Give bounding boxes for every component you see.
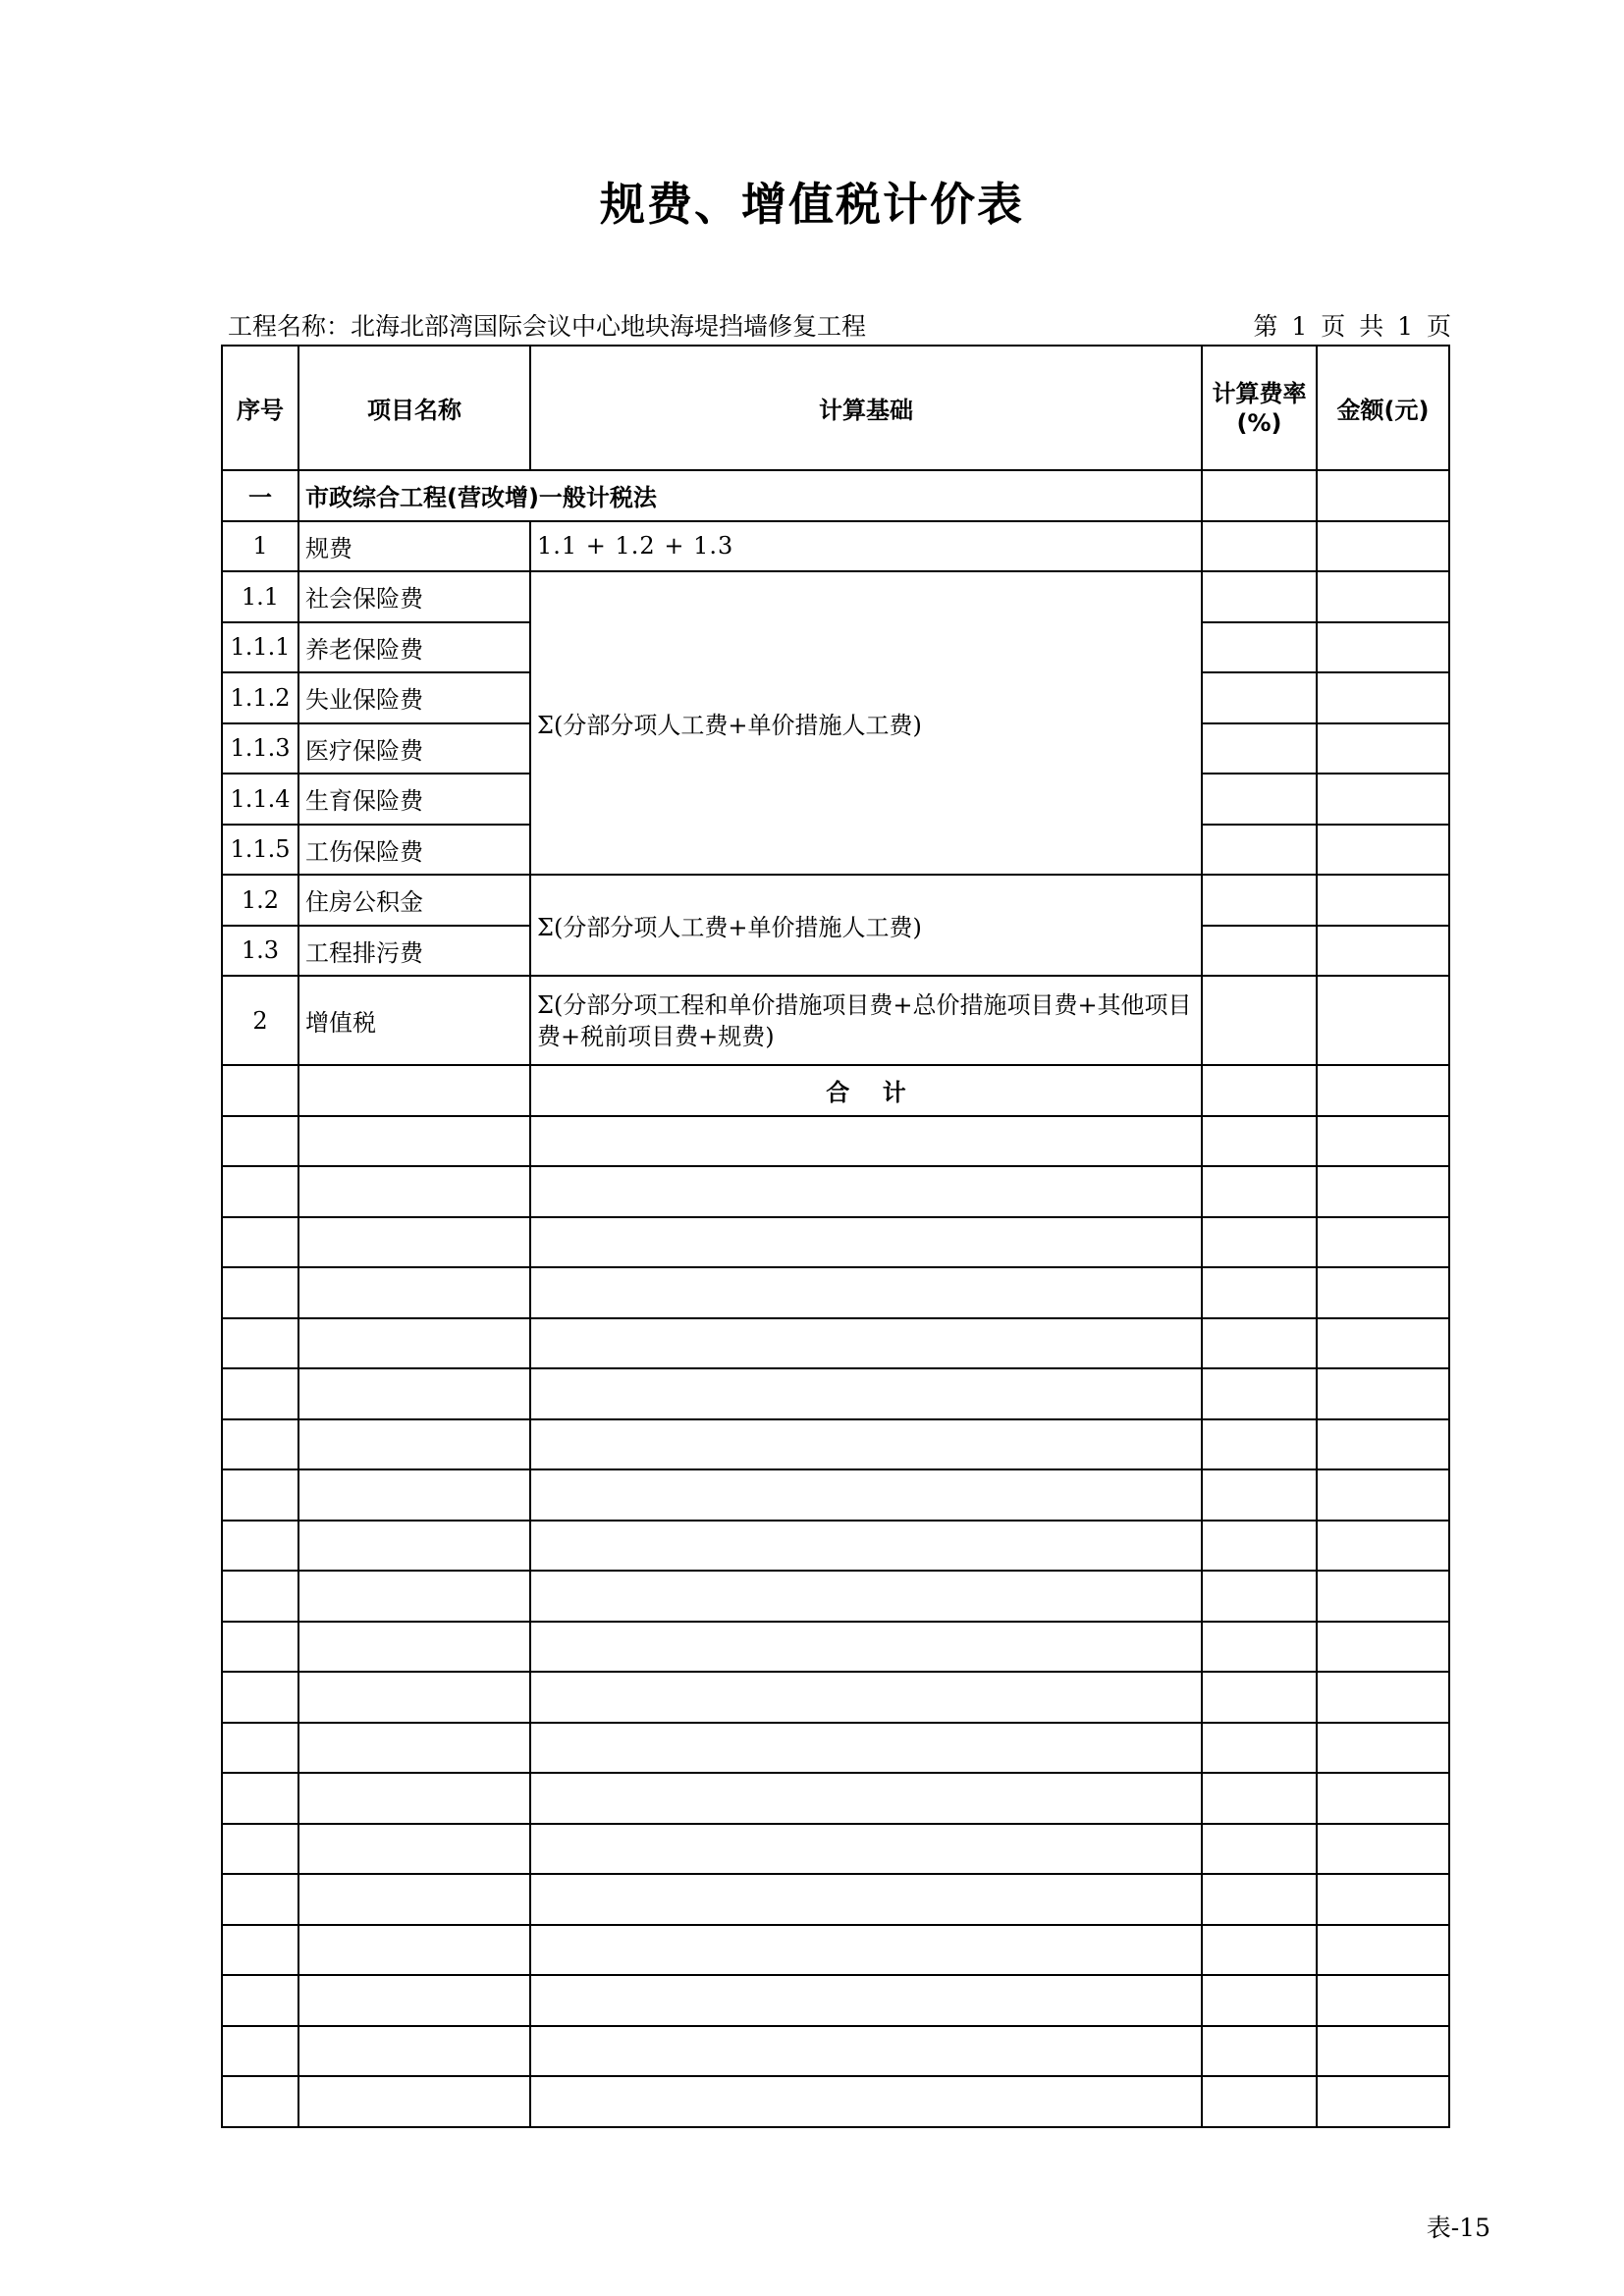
- cell-empty: [1202, 1166, 1317, 1217]
- empty-row: [222, 1824, 1449, 1875]
- cell-empty: [1317, 1723, 1449, 1774]
- cell-empty: [298, 1824, 530, 1875]
- cell-empty: [1317, 1419, 1449, 1470]
- cell-rate: [1202, 875, 1317, 926]
- cell-empty: [530, 2026, 1202, 2077]
- row-basis: 1.1 + 1.2 + 1.3: [530, 521, 1202, 572]
- cell-empty: [1317, 1622, 1449, 1673]
- row-basis: Σ(分部分项工程和单价措施项目费+总价措施项目费+其他项目费+税前项目费+规费): [530, 976, 1202, 1065]
- cell-amount: [1317, 926, 1449, 977]
- cell-empty: [222, 1116, 298, 1167]
- cell-empty: [222, 1824, 298, 1875]
- cell-empty: [1202, 1217, 1317, 1268]
- cell-empty: [298, 1469, 530, 1521]
- header-seq: 序号: [222, 346, 298, 470]
- section-seq: 一: [222, 470, 298, 521]
- cell-empty: [298, 1622, 530, 1673]
- cell-empty: [530, 1116, 1202, 1167]
- cell-empty: [530, 1469, 1202, 1521]
- cell-amount: [1317, 1065, 1449, 1116]
- row-seq: 2: [222, 976, 298, 1065]
- cell-empty: [1317, 1824, 1449, 1875]
- row-seq: 1: [222, 521, 298, 572]
- empty-row: [222, 1217, 1449, 1268]
- empty-row: [222, 1469, 1449, 1521]
- empty-row: [222, 1723, 1449, 1774]
- cell-empty: [298, 1368, 530, 1419]
- cell-empty: [530, 1267, 1202, 1318]
- cell-empty: [530, 1975, 1202, 2026]
- cell-empty: [1202, 1267, 1317, 1318]
- empty-row: [222, 1116, 1449, 1167]
- cell-empty: [530, 1318, 1202, 1369]
- cell-empty: [222, 2076, 298, 2127]
- cell-empty: [530, 1824, 1202, 1875]
- cell-empty: [530, 1672, 1202, 1723]
- empty-row: [222, 1672, 1449, 1723]
- cell-empty: [1202, 2076, 1317, 2127]
- cell-empty: [298, 1065, 530, 1116]
- cell-empty: [222, 1267, 298, 1318]
- cell-empty: [530, 1723, 1202, 1774]
- row-name: 规费: [298, 521, 530, 572]
- cell-empty: [1202, 1672, 1317, 1723]
- empty-row: [222, 1166, 1449, 1217]
- header-amount: 金额(元): [1317, 346, 1449, 470]
- cell-empty: [298, 1571, 530, 1622]
- cell-empty: [1317, 2026, 1449, 2077]
- cell-empty: [1202, 1874, 1317, 1925]
- cell-empty: [530, 1217, 1202, 1268]
- cell-empty: [530, 1773, 1202, 1824]
- row-seq: 1.3: [222, 926, 298, 977]
- cell-empty: [1202, 1469, 1317, 1521]
- empty-row: [222, 1571, 1449, 1622]
- cell-empty: [530, 1622, 1202, 1673]
- cell-rate: [1202, 926, 1317, 977]
- cell-rate: [1202, 723, 1317, 774]
- cell-empty: [530, 1368, 1202, 1419]
- cell-empty: [1317, 1672, 1449, 1723]
- row-seq: 1.1: [222, 571, 298, 622]
- row-seq: 1.2: [222, 875, 298, 926]
- row-name: 失业保险费: [298, 672, 530, 723]
- cell-empty: [222, 1975, 298, 2026]
- cell-empty: [1317, 1267, 1449, 1318]
- cell-empty: [298, 1723, 530, 1774]
- empty-row: [222, 1622, 1449, 1673]
- page-title: 规费、增值税计价表: [600, 178, 1024, 231]
- empty-row: [222, 2076, 1449, 2127]
- row-name: 养老保险费: [298, 622, 530, 673]
- row-seq: 1.1.3: [222, 723, 298, 774]
- cell-empty: [530, 1571, 1202, 1622]
- cell-empty: [298, 1318, 530, 1369]
- cell-empty: [1202, 1773, 1317, 1824]
- cell-empty: [530, 1925, 1202, 1976]
- empty-row: [222, 1874, 1449, 1925]
- cell-rate: [1202, 470, 1317, 521]
- cell-empty: [298, 1925, 530, 1976]
- cell-empty: [530, 1419, 1202, 1470]
- cell-rate: [1202, 622, 1317, 673]
- empty-row: [222, 1521, 1449, 1572]
- merged-basis-b: Σ(分部分项人工费+单价措施人工费): [530, 875, 1202, 976]
- cell-empty: [1317, 1469, 1449, 1521]
- cell-amount: [1317, 976, 1449, 1065]
- table-footer-label: 表-15: [1426, 2214, 1490, 2242]
- row-seq: 1.1.5: [222, 825, 298, 876]
- cell-empty: [298, 2076, 530, 2127]
- cell-empty: [222, 1318, 298, 1369]
- project-name: 工程名称：北海北部湾国际会议中心地块海堤挡墙修复工程: [228, 312, 867, 341]
- row-name: 住房公积金: [298, 875, 530, 926]
- cell-rate: [1202, 774, 1317, 825]
- cell-empty: [1317, 1773, 1449, 1824]
- page-info: 第 1 页 共 1 页: [1253, 312, 1451, 341]
- cell-empty: [1317, 2076, 1449, 2127]
- cell-empty: [298, 1975, 530, 2026]
- cell-empty: [298, 1166, 530, 1217]
- cell-empty: [222, 1469, 298, 1521]
- row-name: 工程排污费: [298, 926, 530, 977]
- row-name: 增值税: [298, 976, 530, 1065]
- cell-amount: [1317, 723, 1449, 774]
- cell-empty: [298, 2026, 530, 2077]
- cell-amount: [1317, 774, 1449, 825]
- cell-empty: [222, 1773, 298, 1824]
- cell-amount: [1317, 622, 1449, 673]
- cell-rate: [1202, 672, 1317, 723]
- cell-empty: [222, 1874, 298, 1925]
- cell-empty: [530, 1874, 1202, 1925]
- cell-empty: [1317, 1975, 1449, 2026]
- cell-rate: [1202, 571, 1317, 622]
- row-seq: 1.1.1: [222, 622, 298, 673]
- cell-empty: [1202, 1419, 1317, 1470]
- empty-row: [222, 2026, 1449, 2077]
- cell-empty: [1202, 1116, 1317, 1167]
- empty-row: [222, 1773, 1449, 1824]
- cell-empty: [222, 1521, 298, 1572]
- cell-empty: [222, 1622, 298, 1673]
- cell-rate: [1202, 521, 1317, 572]
- empty-row: [222, 1419, 1449, 1470]
- cell-empty: [1317, 1521, 1449, 1572]
- cell-empty: [1317, 1368, 1449, 1419]
- cell-empty: [1202, 1318, 1317, 1369]
- cell-empty: [222, 1672, 298, 1723]
- cell-empty: [298, 1116, 530, 1167]
- blank-rows: [222, 1116, 1449, 2127]
- cell-empty: [1202, 2026, 1317, 2077]
- cell-empty: [222, 1065, 298, 1116]
- section-row: [222, 470, 1449, 521]
- header-rate: 计算费率(%): [1202, 346, 1317, 470]
- cell-empty: [1317, 1571, 1449, 1622]
- row-name: 医疗保险费: [298, 723, 530, 774]
- fee-table: [221, 345, 1450, 2128]
- cell-empty: [1317, 1217, 1449, 1268]
- table-row: [222, 571, 1449, 622]
- cell-amount: [1317, 470, 1449, 521]
- cell-empty: [222, 1419, 298, 1470]
- cell-amount: [1317, 875, 1449, 926]
- cell-rate: [1202, 1065, 1317, 1116]
- cell-empty: [1202, 1368, 1317, 1419]
- cell-empty: [530, 1166, 1202, 1217]
- empty-row: [222, 1368, 1449, 1419]
- cell-empty: [222, 1571, 298, 1622]
- row-name: 社会保险费: [298, 571, 530, 622]
- cell-empty: [530, 1521, 1202, 1572]
- table-row: [222, 521, 1449, 572]
- header-name: 项目名称: [298, 346, 530, 470]
- cell-empty: [298, 1419, 530, 1470]
- cell-empty: [1202, 1622, 1317, 1673]
- section-name: 市政综合工程(营改增)一般计税法: [298, 470, 1202, 521]
- cell-empty: [1317, 1318, 1449, 1369]
- cell-rate: [1202, 825, 1317, 876]
- empty-row: [222, 1318, 1449, 1369]
- cell-empty: [298, 1773, 530, 1824]
- cell-empty: [1317, 1166, 1449, 1217]
- empty-row: [222, 1975, 1449, 2026]
- cell-empty: [1317, 1874, 1449, 1925]
- cell-empty: [222, 1368, 298, 1419]
- cell-empty: [222, 1166, 298, 1217]
- cell-empty: [1202, 1824, 1317, 1875]
- cell-empty: [1202, 1975, 1317, 2026]
- cell-empty: [222, 1217, 298, 1268]
- cell-amount: [1317, 521, 1449, 572]
- header-basis: 计算基础: [530, 346, 1202, 470]
- cell-empty: [1202, 1925, 1317, 1976]
- row-name: 工伤保险费: [298, 825, 530, 876]
- cell-empty: [1202, 1521, 1317, 1572]
- row-name: 生育保险费: [298, 774, 530, 825]
- row-seq: 1.1.4: [222, 774, 298, 825]
- table-row: [222, 875, 1449, 926]
- empty-row: [222, 1925, 1449, 1976]
- cell-amount: [1317, 672, 1449, 723]
- cell-empty: [1317, 1116, 1449, 1167]
- cell-empty: [222, 1925, 298, 1976]
- cell-empty: [1317, 1925, 1449, 1976]
- table-header-row: [222, 346, 1449, 470]
- cell-empty: [1202, 1723, 1317, 1774]
- cell-empty: [1202, 1571, 1317, 1622]
- cell-empty: [298, 1217, 530, 1268]
- cell-empty: [222, 2026, 298, 2077]
- cell-empty: [530, 2076, 1202, 2127]
- total-row: [222, 1065, 1449, 1116]
- table-row: [222, 976, 1449, 1065]
- cell-empty: [222, 1723, 298, 1774]
- merged-basis-a: Σ(分部分项人工费+单价措施人工费): [530, 571, 1202, 875]
- cell-empty: [298, 1672, 530, 1723]
- cell-amount: [1317, 571, 1449, 622]
- empty-row: [222, 1267, 1449, 1318]
- cell-empty: [298, 1874, 530, 1925]
- cell-empty: [298, 1267, 530, 1318]
- row-seq: 1.1.2: [222, 672, 298, 723]
- cell-empty: [298, 1521, 530, 1572]
- cell-amount: [1317, 825, 1449, 876]
- total-label: 合 计: [530, 1065, 1202, 1116]
- cell-rate: [1202, 976, 1317, 1065]
